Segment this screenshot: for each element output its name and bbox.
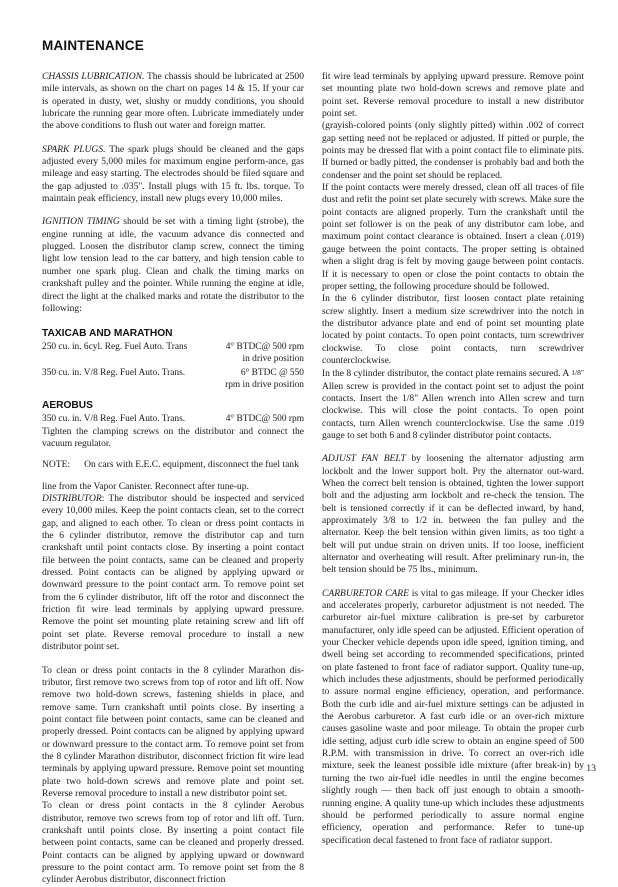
paragraph-eight-cylinder-adjust: [322, 367, 584, 442]
paragraph-continued-from-left: fit wire lead terminals by applying upward pressure. Remove point set mounting plate two hold-down screws and remove plate and point set. Reverse removal procedure to install a new distributor point set.: [322, 71, 584, 120]
paragraph-dressed-points: If the point contacts were merely dressed, clean off all traces of file dust and refit the point set plate securely with screws. Make sure the point contacts are aligned properly. Turn the crankshaft until the point set follower is on the peak of any distributor cam lobe, and maximum point contact clearance is obtained. Insert a clean (.019) gauge between the point contacts. The proper setting is obtained when a slight drag is felt by moving gauge between point contacts. If it is necessary to open or close the point contacts to obtain the proper setting, the following procedure should be followed.: [322, 182, 584, 292]
right-column: [322, 71, 584, 847]
run-in-head-distributor: DISTRIBUTOR: [42, 493, 102, 505]
paragraph-grayish-points: (grayish-colored points (only slightly pitted) within .002 of correct gap setting need not be replaced or adjusted. If pitted or purple, the points may be dressed flat with a point contact file to eliminate pits. If burned or badly pitted, the condenser is probably bad and both the condenser and the point set should be replaced.: [322, 120, 584, 181]
note-line: [42, 459, 304, 471]
paragraph-ignition-timing: [42, 216, 304, 315]
paragraph-adjust-fan-belt: [322, 453, 584, 576]
note-label: NOTE:: [42, 459, 71, 471]
eight-cylinder-text-b: Allen screw is provided in the contact point set to adjust the point contacts. Insert the: [322, 380, 584, 404]
spec-table-taxicab-marathon: [42, 341, 304, 391]
paragraph-spark-plugs-body: The spark plugs should be cleaned and the gaps adjusted every 5,000 miles for maximum engine perform-ance, gas mileage and easy starting. The electrodes should be filed square and the gap adjusted to .035". Install plugs with 15 ft. lbs. torque. To maintain peak efficiency, install new plugs every 10,000 miles.: [42, 143, 304, 205]
spec-row: [42, 413, 304, 425]
page-title: MAINTENANCE: [42, 38, 144, 53]
spec-engine-name: 350 cu. in. V/8 Reg. Fuel Auto. Trans.: [42, 414, 186, 425]
run-in-head-chassis-lubrication: CHASSIS LUBRICATION.: [42, 71, 145, 82]
paragraph-chassis-lubrication-body: The chassis should be lubricated at 2500 mile intervals, as shown on the chart on pages 14 & 15. If your car is operated in dusty, wet, slushy or muddy conditions, you should lubricate the running gear more often. Lubricate immediately under the above conditions to flush out water and foreign matter.: [42, 71, 304, 132]
spec-table-aerobus: [42, 413, 304, 425]
fraction-one-eighth-inch: 1/8": [571, 368, 584, 378]
spec-engine-name: 250 cu. in. 6cyl. Reg. Fuel Auto. Trans: [42, 342, 188, 353]
paragraph-chassis-lubrication: [42, 71, 304, 133]
paragraph-spark-plugs: [42, 144, 304, 206]
spec-row: [42, 341, 304, 353]
note-continuation: line from the Vapor Canister. Reconnect after tune-up.: [42, 480, 249, 492]
spec-timing-value: 4° BTDC@ 500 rpm: [225, 342, 304, 353]
paragraph-carburetor-care: [322, 588, 584, 847]
run-in-head-spark-plugs: SPARK PLUGS.: [42, 143, 106, 155]
paragraph-adjust-fan-belt-body: by loosening the alternator adjusting arm lockbolt and the lower support bolt. Pry the alternator out-ward. When the correct belt tension is obtained, tighten the lower support bolt and the adjusting arm lockbolt and re-check the tension. The belt is tensioned correctly if it can be deflected inward, by hand, approximately 3/8 to 1/2 in. between the fan pulley and the alternator. Keep the belt tension within given limits, as too tight a belt will put undue strain on driven units. If too loose, inefficient alternator and overheating will result. After preliminary run-in, the belt tension should be 75 lbs., minimum.: [322, 453, 585, 576]
run-in-head-adjust-fan-belt: ADJUST FAN BELT: [322, 453, 406, 465]
spec-engine-name: 350 cu. in. V/8 Reg. Fuel Auto. Trans.: [42, 367, 186, 378]
fraction-one-eighth-inch-second: 1/8": [402, 392, 419, 404]
two-column-body: [42, 71, 596, 887]
run-in-head-carburetor-care: CARBURETOR CARE: [322, 587, 409, 599]
paragraph-six-cylinder-adjust: In the 6 cylinder distributor, first loosen contact plate retaining screw slightly. Insert a medium size screwdriver into the notch in the distributor advance plate and end of point set mounting plate located by point contacts. To open point contacts, turn screwdriver clockwise. To close point contacts, turn screwdriver counterclockwise.: [322, 293, 584, 366]
run-in-head-ignition-timing: IGNITION TIMING: [42, 216, 120, 228]
left-column: [42, 71, 304, 887]
page-number: 13: [586, 763, 596, 774]
paragraph-distributor-body: : The distributor should be inspected and serviced every 10,000 miles. Keep the point contacts clean, set to the correct gap, and aligned to each other. To clean or dress point contacts in the 6 cylinder distributor, remove the distributor cap and turn crankshaft until point contacts close. By inserting a point contact file between the point contacts, same can be cleaned and properly dressed. Point contacts can be aligned by applying upward or downward pressure to the point contact arm. To remove point set from the 6 cylinder distributor, lift off the rotor and disconnect the friction fit wire lead terminals by applying upward pressure. Remove the point set mounting plate retaining screw and lift off point set plate. Reverse removal procedure to install a new distributor point set.: [42, 493, 304, 653]
eight-cylinder-text-c: Allen wrench into Allen screw and turn clockwise. This will close the point contacts. To open point contacts, turn Allen wrench counterclockwise. Use the same .019 gauge to set both 6 and 8 cylinder distributor point contacts.: [322, 392, 584, 441]
note-text: On cars with E.E.C. equipment, disconnect the fuel tank: [84, 459, 299, 471]
eight-cylinder-text-a: In the 8 cylinder distributor, the contact plate remains secured. A: [322, 368, 572, 380]
spec-timing-value-continuation: in drive position: [242, 354, 304, 365]
spec-timing-value: 4° BTDC@ 500 rpm: [225, 414, 304, 425]
spec-timing-value: 6° BTDC @ 550: [240, 367, 304, 378]
spec-timing-value-continuation: rpm in drive position: [225, 380, 304, 391]
paragraph-distributor: [42, 493, 304, 653]
paragraph-ignition-timing-body: should be set with a timing light (strobe), the engine running at idle, the vacuum advance dis connected and plugged. Loosen the distributor clamp screw, connect the timing light low tension lead to the car battery, and high tension cable to number one spark plug. Clean and chalk the timing marks on crankshaft pulley and the pointer. While running the engine at idle, direct the light at the chalked marks and rotate the distributor to the following:: [42, 216, 304, 314]
spec-row: [42, 367, 304, 379]
paragraph-aerobus-follow: Tighten the clamping screws on the distributor and connect the vacuum regulator.: [42, 425, 304, 450]
paragraph-marathon-8cyl: To clean or dress point contacts in the 8 cylinder Marathon dis-tributor, first remove two screws from top of rotor and lift off. Now remove two hold-down screws, fastening shields in place, and remove same. Turn crankshaft until points close. By inserting a point contact file between point contacts, same can be cleaned and properly dressed. Point contacts can be aligned by applying upward or downward pressure to the contact arm. To remove point set from the 8 cylinder Marathon distributor, disconnect friction fit wire lead terminals by applying upward pressure. Remove point set mounting plate two hold-down screws and remove plate and point set. Reverse removal procedure to install a new distributor point set.: [42, 664, 304, 799]
paragraph-aerobus-8cyl: To clean or dress point contacts in the 8 cylinder Aerobus distributor, remove two screws from top of rotor and lift off. Turn. crankshaft until points close. By inserting a point contact file between point contacts, same can be cleaned and properly dressed. Point contacts can be aligned by applying upward or downward pressure to the point contact arm. To remove point set from the 8 cylinder Aerobus distributor, disconnect friction: [42, 800, 304, 886]
section-heading-aerobus: AEROBUS: [42, 400, 93, 412]
paragraph-carburetor-care-body: is vital to gas mileage. If your Checker idles and accelerates properly, carburetor adjustment is not needed. The carburetor air-fuel mixture calibration is pre-set by carburetor manufacturer, only idle speed can be adjusted. Efficient operation of your Checker vehicle depends upon idle speed, ignition timing, and dwell being set according to recommended specifications, printed on plate fastened to front face of radiator support. Quality tune-up, which includes these adjustments, should be performed periodically to assure normal engine efficiency, operation, and performance. Both the curb idle and air-fuel mixture settings can be adjusted in the Aerobus carburetor. A fast curb idle or an over-rich mixture causes gasoline waste and poor mileage. To obtain the proper curb idle setting, adjust curb idle screw to obtain an engine speed of 500 R.P.M. with transmission in drive. To correct an over-rich idle mixture, seek the leanest possible idle mixture (after break-in) by turning the two air-fuel idle needles in until the engine becomes slightly rough — then back off just enough to obtain a smooth-running engine. A quality tune-up which includes these adjustments should be performed periodically to assure normal engine efficiency, operation and performance. Refer to tune-up specification decal fastened to front face of radiator support.: [322, 587, 584, 846]
section-heading-taxicab-marathon: TAXICAB AND MARATHON: [42, 328, 173, 340]
